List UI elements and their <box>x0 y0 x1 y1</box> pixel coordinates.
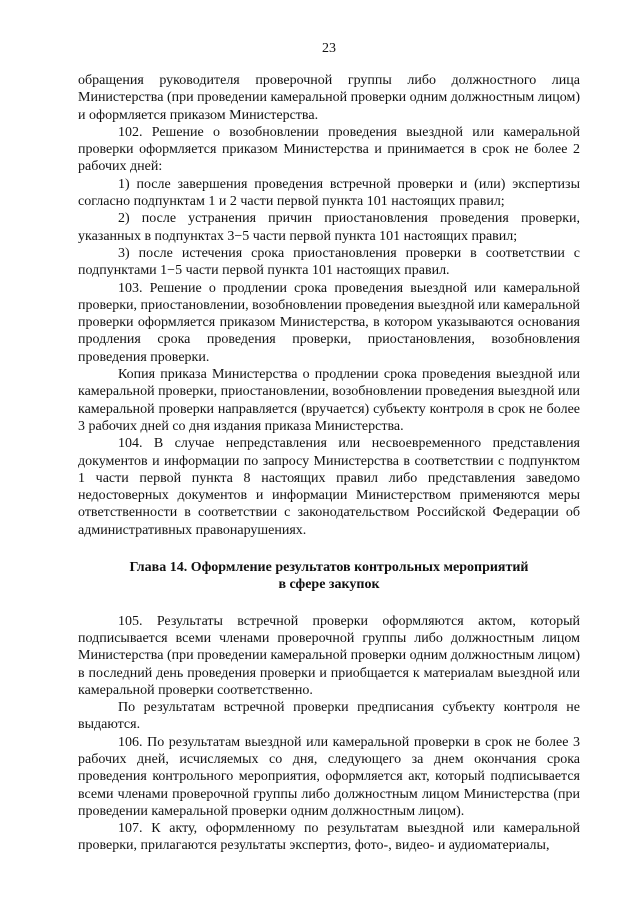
paragraph: Копия приказа Министерства о продлении срока проведения выездной или камеральной проверки, приостановлении, возобновлении проведения выездной или камеральной проверки направляется (вручается) субъекту контроля в срок не более 3 рабочих дней со дня издания приказа Министерства. <box>78 367 580 434</box>
paragraph: 1) после завершения проведения встречной проверки и (или) экспертизы согласно подпунктам 1 и 2 части первой пункта 101 настоящих правил; <box>78 176 580 210</box>
paragraph: 2) после устранения причин приостановления проведения проверки, указанных в подпунктах 3−5 части первой пункта 101 настоящих правил; <box>78 211 580 244</box>
chapter-heading-line: Глава 14. Оформление результатов контрольных мероприятий <box>129 560 529 576</box>
body-text-before <box>78 72 580 539</box>
paragraph: обращения руководителя проверочной группы либо должностного лица Министерства (при проведении камеральной проверки одним должностным лицом) и оформляется приказом Министерства. <box>78 73 580 123</box>
paragraph: 107. К акту, оформленному по результатам выездной или камеральной проверки, прилагаются результаты экспертиз, фото-, видео- и аудиоматериалы, <box>78 821 580 854</box>
paragraph: 104. В случае непредставления или несвоевременного представления документов и информации по запросу Министерства в соответствии с подпунктом 1 части первой пункта 8 настоящих правил либо представления заведомо недостоверных документов и информации Министерством применяются меры ответственности в соответствии с законодательством Российской Федерации об административных правонарушениях. <box>78 436 580 538</box>
paragraph: 102. Решение о возобновлении проведения выездной или камеральной проверки оформляется приказом Министерства и принимается в срок не более 2 рабочих дней: <box>78 124 580 175</box>
page-number: 23 <box>322 41 336 56</box>
paragraph: По результатам встречной проверки предписания субъекту контроля не выдаются. <box>78 700 580 733</box>
chapter-heading-line: в сфере закупок <box>278 577 380 593</box>
chapter-heading <box>78 559 580 594</box>
paragraph: 105. Результаты встречной проверки оформляются актом, который подписывается всеми членами проверочной группы либо должностным лицом Министерства (при проведении камеральной проверки одним должностным лицом) в последний день проведения проверки и приобщается к материалам выездной или камеральной проверки соответственно. <box>78 613 580 698</box>
body-text-after <box>78 613 580 855</box>
paragraph: 106. По результатам выездной или камеральной проверки в срок не более 3 рабочих дней, исчисляемых со дня, следующего за днем окончания срока проведения контрольного мероприятия, оформляется акт, который подписывается всеми членами проверочной группы либо должностным лицом Министерства (при проведении камеральной проверки одним должностным лицом). <box>78 734 580 819</box>
paragraph: 3) после истечения срока приостановления проверки в соответствии с подпунктами 1−5 части первой пункта 101 настоящих правил. <box>78 245 580 279</box>
paragraph: 103. Решение о продлении срока проведения выездной или камеральной проверки, приостановлении, возобновлении проведения выездной или камеральной проверки оформляется приказом Министерства, в котором указываются основания продления срока проведения проверки, приостановления, возобновления проведения проверки. <box>78 280 580 365</box>
